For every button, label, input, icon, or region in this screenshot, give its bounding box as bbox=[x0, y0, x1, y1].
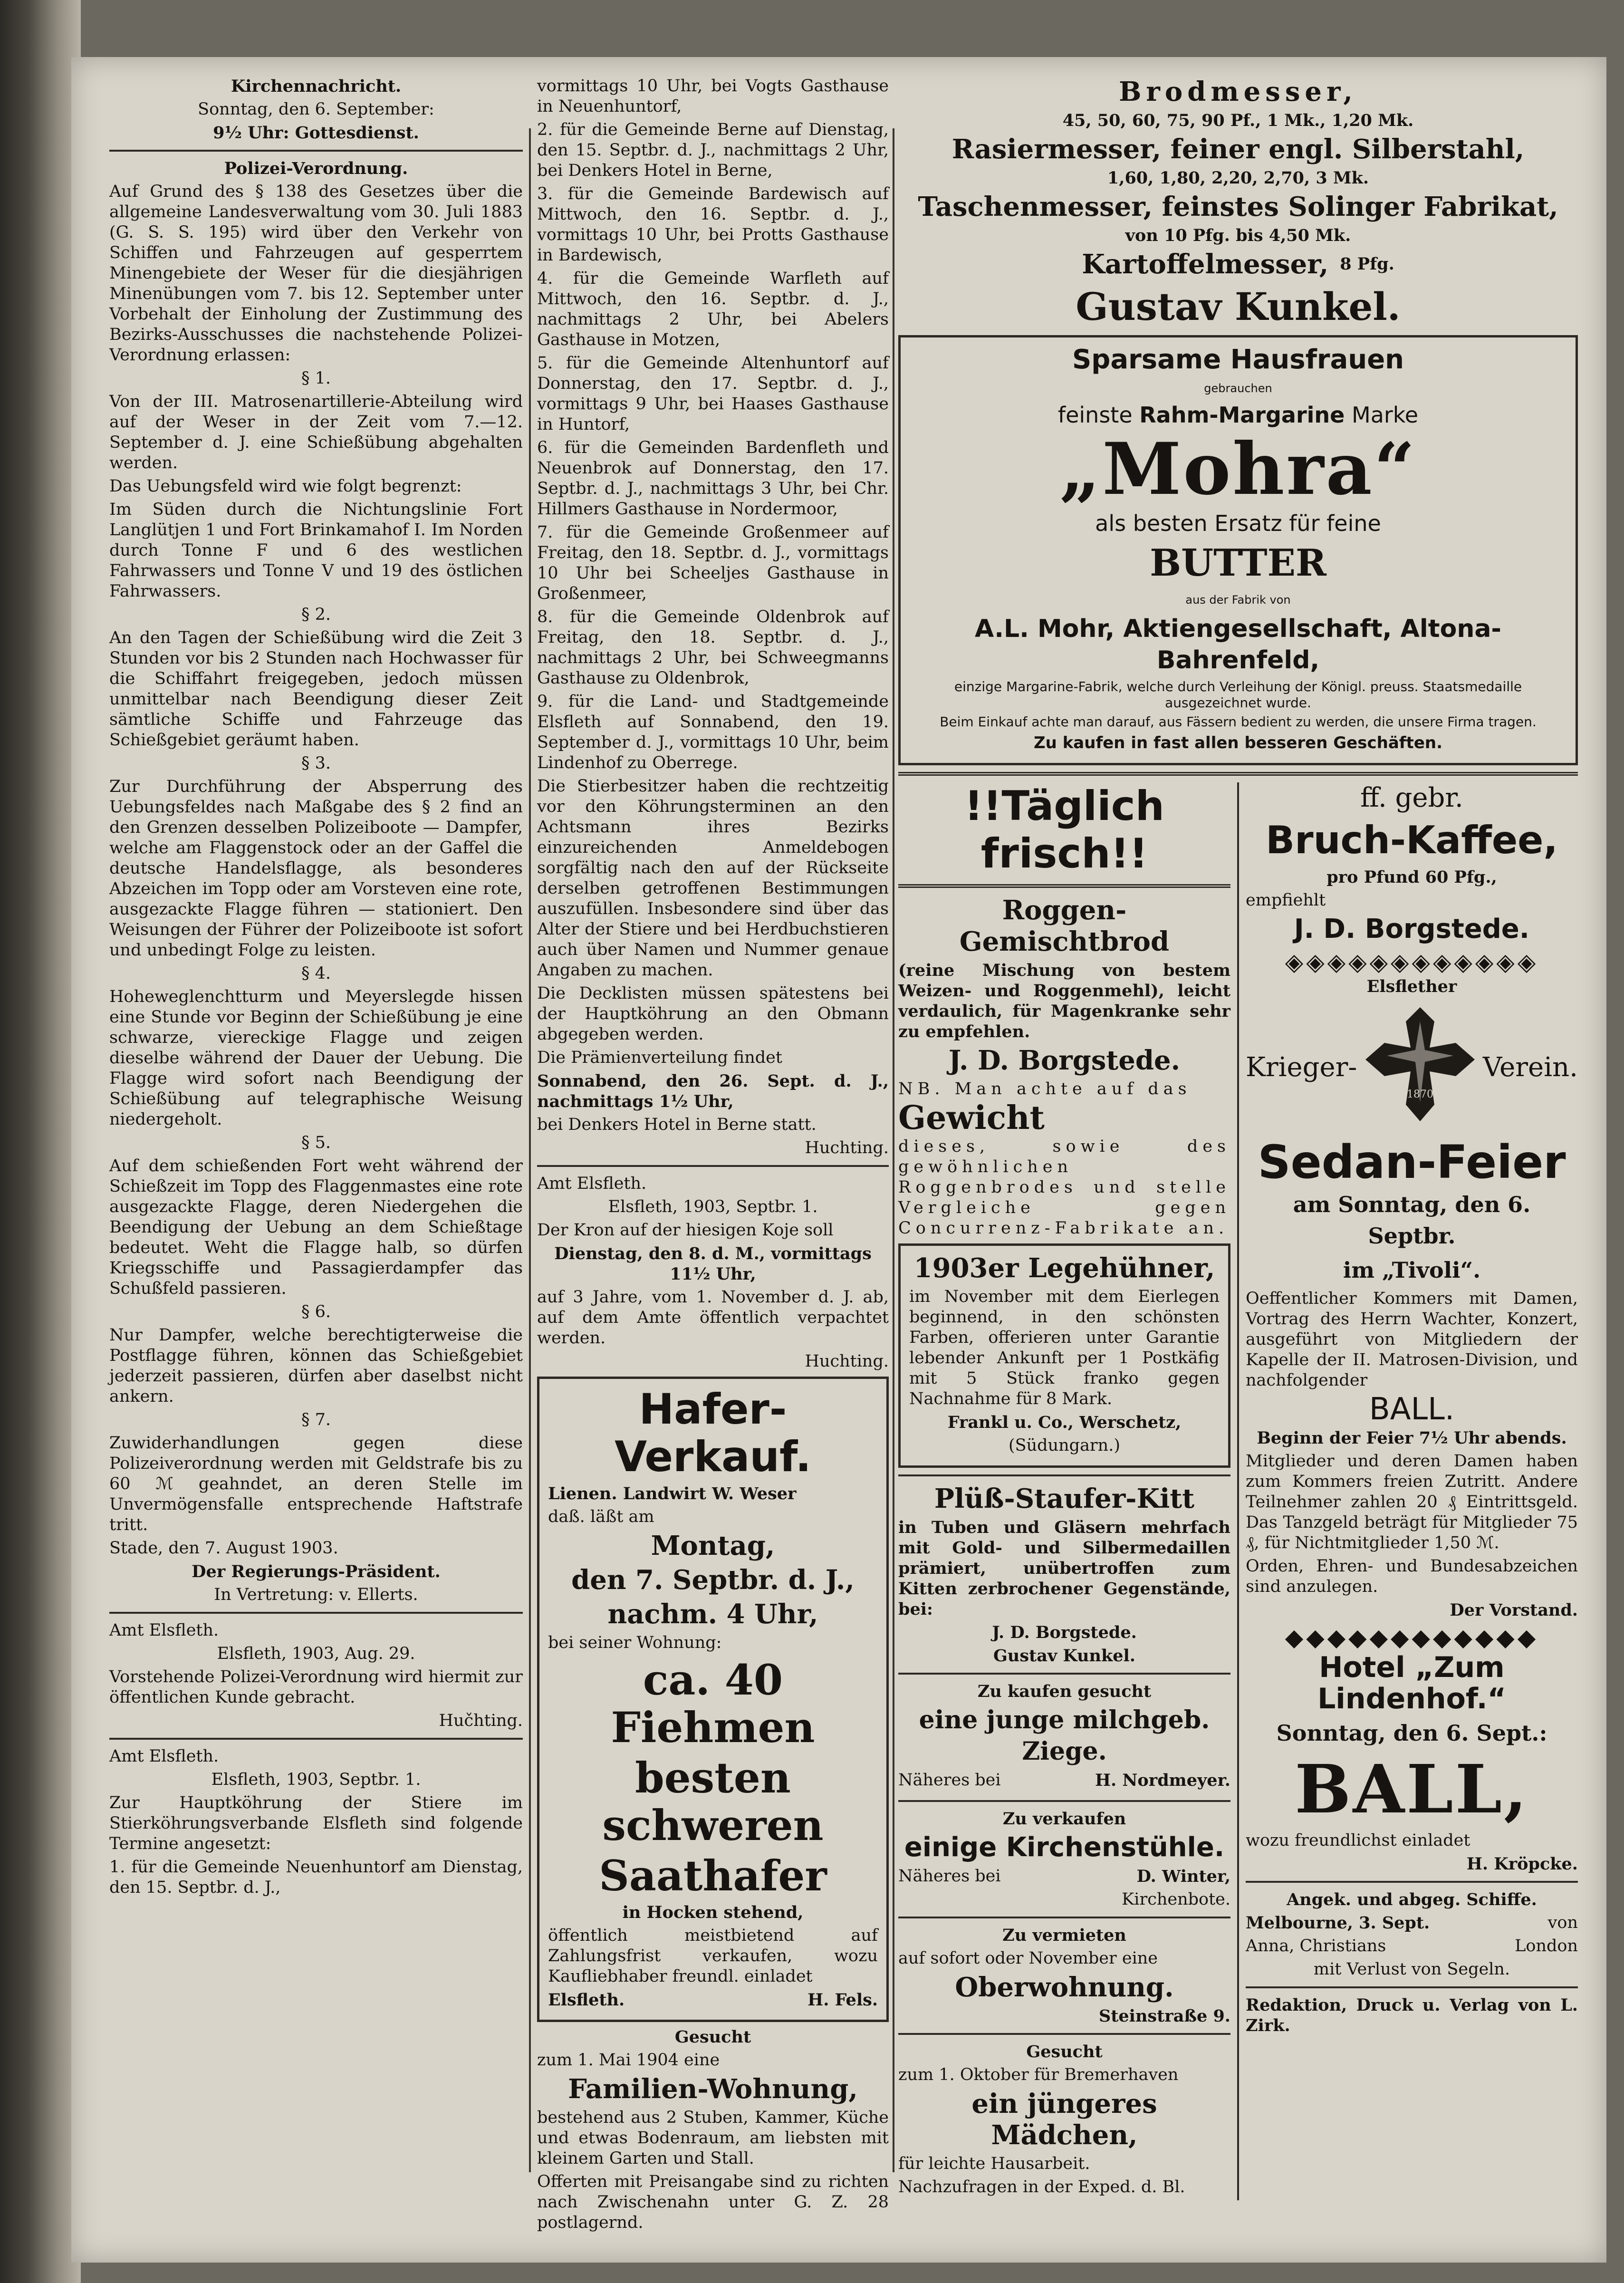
kaffee-name: Bruch-Kaffee, bbox=[1266, 818, 1558, 862]
krieger-emblem-row bbox=[1246, 1000, 1578, 1138]
hafer-amount: ca. 40 Fiehmen bbox=[611, 1655, 815, 1752]
amt-date-bold: Dienstag, den 8. d. M., vormittags 11½ Uhr, bbox=[554, 1244, 872, 1284]
huehner-place: (Südungarn.) bbox=[1009, 1436, 1120, 1455]
column-1 bbox=[109, 76, 523, 1901]
schiffe-text: mit Verlust von Segeln. bbox=[1313, 1960, 1510, 1979]
divider bbox=[898, 1673, 1230, 1675]
krieger-verein-ad bbox=[1246, 976, 1578, 1620]
krieger-text: Mitglieder und deren Damen haben zum Kommers freien Zutritt. Andere Teilnehmer zahlen 20 ₰ Eintrittsgeld. Das Tanzgeld beträgt für Mitglieder 75 ₰, für Nichtmitglieder 1,50 ℳ. bbox=[1246, 1452, 1578, 1552]
mohra-text: Beim Einkauf achte man darauf, aus Fässern bedient zu werden, die unsere Firma tragen. bbox=[940, 714, 1537, 730]
hafer-text: öffentlich meistbietend auf Zahlungsfrist verkaufen, wozu Kaufliebhaber freundl. einladet bbox=[548, 1926, 878, 1986]
lindenhof-signature: H. Kröpcke. bbox=[1466, 1854, 1578, 1874]
ordinance-text: Im Süden durch die Nichtungslinie Fort Langlütjen 1 und Fort Brinkamahof I. Im Norden durch Tonne F und 6 des westlichen Fahrwassers und Tonne V und 19 des östlichen Fahrwassers. bbox=[109, 500, 523, 601]
church-title: Kirchennachricht. bbox=[231, 77, 402, 96]
church-line: 9½ Uhr: Gottesdienst. bbox=[213, 123, 419, 143]
kunkel-line: Rasiermesser, feiner engl. Silberstahl, bbox=[951, 134, 1525, 165]
ordinance-signature: In Vertretung: v. Ellerts. bbox=[214, 1585, 418, 1604]
kirchenstuehle-signature: Kirchenbote. bbox=[1122, 1890, 1230, 1909]
amt-date: Elsfleth, 1903, Septbr. 1. bbox=[211, 1770, 421, 1789]
mohra-brand: „Mohra“ bbox=[1059, 427, 1417, 511]
termin-item: Die Stierbesitzer haben die rechtzeitig vor den Köhrungsterminen an den Achtsmann ihres Bezirks einzureichenden Anmeldebogen sorgfältig nach den auf der Rückseite derselben getroffenen Bestimmungen auszufüllen. Insbesondere sind über das Alter der Stiere und bei Herdbuchstieren auch über Namen und Nummer genaue Angaben zu machen. bbox=[537, 777, 889, 980]
ordinance-section: § 5. bbox=[301, 1133, 331, 1152]
wohnung-text: bestehend aus 2 Stuben, Kammer, Küche und etwas Bodenraum, am liebsten mit kleinem Garten und Stall. bbox=[537, 2108, 889, 2168]
hafer-seller: Lienen. Landwirt W. Weser bbox=[548, 1484, 797, 1503]
mohra-word: feinste bbox=[1057, 402, 1133, 428]
huehner-ad bbox=[898, 1243, 1230, 1468]
divider bbox=[898, 2033, 1230, 2035]
wohnung-ad bbox=[537, 2027, 889, 2233]
ordinance-text: An den Tagen der Schießübung wird die Zeit 3 Stunden vor bis 2 Stunden nach Hochwasser für die Schiffahrt freigegeben, jedoch müssen unmittelbar nach Beendigung dieser Zeit sämtliche Schiffe und Fahrzeuge das Schießgebiet geräumt haben. bbox=[109, 628, 523, 750]
amt-text: 1. für die Gemeinde Neuenhuntorf am Dienstag, den 15. Septbr. d. J., bbox=[109, 1858, 523, 1897]
amt-date: Elsfleth, 1903, Aug. 29. bbox=[217, 1644, 415, 1663]
impressum: Redaktion, Druck u. Verlag von L. Zirk. bbox=[1246, 1995, 1578, 2035]
kaffee-ad bbox=[1246, 782, 1578, 945]
amt-notice-3 bbox=[537, 1174, 889, 1372]
amt-text: Vorstehende Polizei-Verordnung wird hiermit zur öffentlichen Kunde gebracht. bbox=[109, 1667, 523, 1707]
krieger-text: Elsflether bbox=[1366, 977, 1457, 996]
kunkel-price: 8 Pfg. bbox=[1340, 254, 1394, 274]
divider bbox=[898, 772, 1578, 776]
praemie-text: bei Denkers Hotel in Berne statt. bbox=[537, 1115, 817, 1134]
kirchenstuehle-text: Näheres bei bbox=[898, 1867, 1001, 1886]
ordinance-section: § 4. bbox=[301, 964, 331, 983]
ordinance-text: Hoheweglenchtturm und Meyerslegde hissen eine Stunde vor Beginn der Schießübung je eine schwarze, viereckige Flagge und zeigen dieselbe während der Dauer der Uebung. Die Flagge wird sofort nach Beendigung der Schießübung auf telegraphische Weisung niedergeholt. bbox=[109, 987, 523, 1129]
krieger-date: am Sonntag, den 6. Septbr. bbox=[1293, 1192, 1531, 1249]
amt-text: Der Kron auf der hiesigen Koje soll bbox=[537, 1221, 834, 1240]
mohra-text: einzige Margarine-Fabrik, welche durch Verleihung der Königl. preuss. Staatsmedaille ausgezeichnet wurde. bbox=[954, 679, 1522, 711]
kunkel-price: 45, 50, 60, 75, 90 Pf., 1 Mk., 1,20 Mk. bbox=[1062, 111, 1414, 130]
church-line: Sonntag, den 6. September: bbox=[198, 100, 434, 119]
lindenhof-text: wozu freundlichst einladet bbox=[1246, 1831, 1470, 1850]
column-2 bbox=[537, 76, 889, 2236]
krieger-right: Verein. bbox=[1482, 1052, 1578, 1083]
kunkel-line: Kartoffelmesser, bbox=[1082, 249, 1329, 280]
kunkel-price: 1,60, 1,80, 2,20, 2,70, 3 Mk. bbox=[1107, 168, 1369, 188]
termin-item: Die Decklisten müssen spätestens bei der Hauptköhrung an den Obmann abgegeben werden. bbox=[537, 984, 889, 1044]
ziege-footer bbox=[898, 1770, 1230, 1793]
ordinance-text: Auf Grund des § 138 des Gesetzes über die allgemeine Landesverwaltung vom 30. Juli 1883 (G. S. S. 195) wird über den Verkehr von Schiffen und Fahrzeugen auf gesperrtem Minengebiete der Weser für die diesjährigen Minenübungen vom 7. bis 12. September unter Vorbehalt der Einholung der Zustimmung des Bezirks-Ausschusses die nachstehende Polizei-Verordnung erlassen: bbox=[109, 182, 523, 365]
amt-head: Amt Elsfleth. bbox=[109, 1621, 219, 1640]
ordinance-text: Auf dem schießenden Fort weht während der Schießzeit im Topp des Flaggenmastes eine rote ausgezackte Flagge, deren Niedergehen die Beendigung der Uebung an dem Schießtage bedeutet. Weht die Flagge halb, so dürfen Kriegsschiffe und Passagierdampfer das Schußfeld passieren. bbox=[109, 1156, 523, 1298]
kitt-seller: Gustav Kunkel. bbox=[993, 1646, 1135, 1666]
kitt-text: in Tuben und Gläsern mehrfach mit Gold- und Silbermedaillen prämiert, unübertroffen zum Kitten zerbrochener Gegenstände, bei: bbox=[898, 1518, 1230, 1619]
ordinance-text: Zuwiderhandlungen gegen diese Polizeiverordnung werden mit Geldstrafe bis zu 60 ℳ geahndet, an deren Stelle im Unvermögensfalle entsprechende Haftstrafe tritt. bbox=[109, 1434, 523, 1534]
termin-item: 4. für die Gemeinde Warfleth auf Mittwoch, den 16. Septbr. d. J., nachmittags 2 Uhr, bei Abelers Gasthause in Motzen, bbox=[537, 269, 889, 349]
hafer-ad bbox=[537, 1377, 889, 2022]
divider bbox=[109, 150, 523, 152]
krieger-ball: BALL. bbox=[1369, 1392, 1455, 1427]
oberwohnung-head: Zu vermieten bbox=[1002, 1926, 1126, 1945]
termin-item: 6. für die Gemeinden Bardenfleth und Neuenbrok auf Donnerstag, den 17. Septbr. d. J., nachmittags 3 Uhr, bei Chr. Hillmers Gasthause in Nordermoor, bbox=[537, 438, 889, 519]
column-3 bbox=[898, 76, 1578, 2200]
schiffe-row bbox=[1246, 1913, 1578, 1936]
kitt-title: Plüß-Staufer-Kitt bbox=[934, 1483, 1195, 1514]
wohnung-title: Familien-Wohnung, bbox=[568, 2073, 858, 2105]
praemie-signature: Huchting. bbox=[805, 1138, 889, 1157]
stier-termine bbox=[537, 76, 889, 1158]
termin-item: 8. für die Gemeinde Oldenbrok auf Freitag, den 18. Septbr. d. J., nachmittags 2 Uhr, bei Schweegmanns Gasthause zu Oldenbrok, bbox=[537, 607, 889, 688]
oberwohnung-ad bbox=[898, 1925, 1230, 2026]
iron-cross-year: 1870 bbox=[1406, 1089, 1433, 1100]
amt-text: Zur Hauptköhrung der Stiere im Stierköhrungsverbande Elsfleth sind folgende Termine angesetzt: bbox=[109, 1793, 523, 1853]
column-rule bbox=[1237, 782, 1239, 2200]
divider bbox=[537, 1165, 889, 1167]
kirchenstuehle-head: Zu verkaufen bbox=[1002, 1809, 1126, 1829]
church-notice bbox=[109, 76, 523, 143]
brot-title: !!Täglich frisch!! bbox=[964, 782, 1164, 877]
hafer-footer bbox=[548, 1990, 878, 2013]
ordinance-text: Von der III. Matrosenartillerie-Abteilung wird auf der Weser in der Zeit vom 7.—12. September d. J. eine Schießübung abgehalten werden. bbox=[109, 392, 523, 472]
praemie-date: Sonnabend, den 26. Sept. d. J., nachmittags 1½ Uhr, bbox=[537, 1071, 889, 1111]
kitt-ad bbox=[898, 1483, 1230, 1666]
maedchen-ad bbox=[898, 2042, 1230, 2197]
divider bbox=[109, 1612, 523, 1614]
brot-name: Roggen-Gemischtbrod bbox=[959, 895, 1170, 957]
mohra-text: Zu kaufen in fast allen besseren Geschäften. bbox=[1034, 733, 1442, 752]
oberwohnung-address: Steinstraße 9. bbox=[1098, 2006, 1230, 2026]
hafer-text: bei seiner Wohnung: bbox=[548, 1633, 722, 1652]
ornament-border: ◆◆◆◆◆◆◆◆◆◆◆◆ bbox=[1285, 1624, 1539, 1651]
brot-text: NB. Man achte auf das bbox=[898, 1079, 1192, 1098]
ads-subgrid bbox=[898, 782, 1578, 2200]
mohra-line bbox=[909, 402, 1567, 428]
wohnung-head: Gesucht bbox=[674, 2027, 751, 2047]
kitt-seller: J. D. Borgstede. bbox=[992, 1623, 1137, 1642]
brot-ad bbox=[898, 782, 1230, 1239]
lindenhof-ad bbox=[1246, 1652, 1578, 1874]
kaffee-price: pro Pfund 60 Pfg., bbox=[1326, 867, 1497, 887]
kaffee-text: empfiehlt bbox=[1246, 891, 1326, 910]
hafer-text: daß. läßt am bbox=[548, 1507, 654, 1526]
ziege-signature: H. Nordmeyer. bbox=[1095, 1771, 1230, 1790]
kaffee-firm: J. D. Borgstede. bbox=[1294, 914, 1530, 944]
amt-head: Amt Elsfleth. bbox=[537, 1174, 647, 1193]
schiffe-text: Melbourne, 3. Sept. bbox=[1246, 1913, 1430, 1933]
ordinance-section: § 3. bbox=[301, 754, 331, 773]
mohra-text: gebrauchen bbox=[1204, 382, 1272, 395]
police-ordinance bbox=[109, 158, 523, 1605]
schiffe-text: London bbox=[1515, 1936, 1578, 1955]
ziege-title: eine junge milchgeb. Ziege. bbox=[919, 1705, 1210, 1766]
termin-item: 7. für die Gemeinde Großenmeer auf Freitag, den 18. Septbr. d. J., vormittags 10 Uhr bei Scheeljes Gasthause in Großenmeer, bbox=[537, 523, 889, 603]
huehner-title: 1903er Legehühner, bbox=[913, 1252, 1215, 1284]
krieger-text: Beginn der Feier 7½ Uhr abends. bbox=[1257, 1428, 1567, 1448]
krieger-text: Orden, Ehren- und Bundesabzeichen sind anzulegen. bbox=[1246, 1557, 1578, 1596]
column-rule bbox=[529, 128, 531, 2172]
lindenhof-date: Sonntag, den 6. Sept.: bbox=[1276, 1720, 1547, 1746]
termin-item: 3. für die Gemeinde Bardewisch auf Mittwoch, den 16. Septbr. d. J., vormittags 10 Uhr, bei Protts Gasthause in Bardewisch, bbox=[537, 184, 889, 265]
termin-item: 9. für die Land- und Stadtgemeinde Elsfleth auf Sonnabend, den 19. September d. J., vormittags 10 Uhr, beim Lindenhof zu Oberrege. bbox=[537, 692, 889, 772]
ziege-ad bbox=[898, 1681, 1230, 1793]
amt-signature: Huchting. bbox=[805, 1352, 889, 1371]
mohra-word: Marke bbox=[1352, 402, 1419, 428]
huehner-text: im November mit dem Eierlegen beginnend, in den schönsten Farben, offerieren unter Garantie lebender Ankunft per 1 Postkäfig mit 5 Stück franko gegen Nachnahme für 8 Mark. bbox=[909, 1287, 1220, 1408]
kirchenstuehle-signature: D. Winter, bbox=[1136, 1867, 1230, 1886]
praemie-text: Die Prämienverteilung findet bbox=[537, 1048, 782, 1067]
amt-text: auf 3 Jahre, vom 1. November d. J. ab, auf dem Amte öffentlich verpachtet werden. bbox=[537, 1288, 889, 1348]
ordinance-section: § 1. bbox=[301, 369, 331, 388]
mohra-text: aus der Fabrik von bbox=[1185, 593, 1291, 607]
column-rule bbox=[893, 128, 894, 2172]
mohra-firm: A.L. Mohr, Aktiengesellschaft, Altona-Bahrenfeld, bbox=[974, 615, 1502, 674]
kirchenstuehle-ad bbox=[898, 1809, 1230, 1910]
kaffee-text: ff. gebr. bbox=[1360, 782, 1463, 813]
ordinance-text: Das Uebungsfeld wird wie folgt begrenzt: bbox=[109, 477, 462, 496]
huehner-firm: Frankl u. Co., Werschetz, bbox=[947, 1413, 1182, 1432]
ordinance-date: Stade, den 7. August 1903. bbox=[109, 1539, 338, 1558]
ordinance-section: § 2. bbox=[301, 605, 331, 624]
brot-text: dieses, sowie des gewöhnlichen Roggenbrodes und stelle Vergleiche gegen Concurrenz-Fabrikate an. bbox=[898, 1137, 1230, 1238]
hafer-quality: besten schweren bbox=[602, 1753, 824, 1850]
divider bbox=[1246, 1986, 1578, 1988]
lindenhof-title: Hotel „Zum Lindenhof.“ bbox=[1317, 1651, 1506, 1715]
kirchenstuehle-title: einige Kirchenstühle. bbox=[904, 1832, 1225, 1863]
maedchen-text: zum 1. Oktober für Bremerhaven bbox=[898, 2065, 1179, 2084]
kirchenstuehle-footer bbox=[898, 1866, 1230, 1889]
lindenhof-ball: BALL, bbox=[1295, 1751, 1529, 1829]
krieger-place: im „Tivoli“. bbox=[1343, 1257, 1481, 1283]
ziege-head: Zu kaufen gesucht bbox=[977, 1682, 1152, 1701]
kunkel-name: Gustav Kunkel. bbox=[1076, 284, 1401, 329]
subcol-left bbox=[898, 782, 1230, 2200]
wohnung-text: zum 1. Mai 1904 eine bbox=[537, 2051, 720, 2070]
divider bbox=[109, 1738, 523, 1740]
wohnung-text: Offerten mit Preisangabe sind zu richten nach Zwischenahn unter G. Z. 28 postlagernd. bbox=[537, 2172, 889, 2232]
divider bbox=[1246, 1881, 1578, 1883]
brot-weight: Gewicht bbox=[898, 1099, 1045, 1137]
maedchen-title: ein jüngeres Mädchen, bbox=[971, 2088, 1157, 2151]
brot-text: (reine Mischung von bestem Weizen- und Roggenmehl), leicht verdaulich, für Magenkranke sehr zu empfehlen. bbox=[898, 961, 1230, 1041]
oberwohnung-text: auf sofort oder November eine bbox=[898, 1949, 1158, 1968]
krieger-signature: Der Vorstand. bbox=[1450, 1600, 1578, 1620]
mohra-product: Rahm-Margarine bbox=[1139, 402, 1345, 428]
termin-item: vormittags 10 Uhr, bei Vogts Gasthause in Neuenhuntorf, bbox=[537, 77, 889, 116]
maedchen-text: für leichte Hausarbeit. bbox=[898, 2154, 1090, 2173]
kunkel-line: Brodmesser, bbox=[1119, 76, 1357, 107]
amt-head: Amt Elsfleth. bbox=[109, 1747, 219, 1766]
divider bbox=[898, 1474, 1230, 1476]
divider bbox=[898, 884, 1230, 888]
schiffe-text: Anna, Christians bbox=[1246, 1936, 1386, 1955]
mohra-headline: Sparsame Hausfrauen bbox=[1072, 344, 1404, 375]
termin-item: 2. für die Gemeinde Berne auf Dienstag, den 15. Septbr. d. J., nachmittags 2 Uhr, bei Denkers Hotel in Berne, bbox=[537, 120, 889, 180]
ordinance-signature: Der Regierungs-Präsident. bbox=[192, 1562, 441, 1581]
schiffe-text: von bbox=[1547, 1913, 1578, 1932]
divider bbox=[898, 1800, 1230, 1802]
schiffe-title: Angek. und abgeg. Schiffe. bbox=[1287, 1890, 1537, 1909]
schiffe-row bbox=[1246, 1936, 1578, 1959]
krieger-text: Oeffentlicher Kommers mit Damen, Vortrag des Herrn Wachter, Konzert, ausgeführt von Mitgliedern der Kapelle der II. Matrosen-Division, und nachfolgender bbox=[1246, 1289, 1578, 1390]
ordinance-text: Zur Durchführung der Absperrung des Uebungsfeldes nach Maßgabe des § 2 find an den Grenzen desselben Polizeiboote — Dampfer, welche am Flaggenstock oder an der Gaffel die deutsche Handelsflagge, als besonderes Abzeichen im Topp oder am Vorsteven eine rote, ausgezackte Flagge führen — stationiert. Den Weisungen der Führer der Polizeiboote ist sofort und unbedingt Folge zu leisten. bbox=[109, 777, 523, 960]
brot-firm: J. D. Borgstede. bbox=[948, 1045, 1181, 1076]
hafer-quality: Saathafer bbox=[599, 1851, 827, 1900]
kunkel-price: von 10 Pfg. bis 4,50 Mk. bbox=[1125, 226, 1351, 245]
mohra-ad bbox=[898, 335, 1578, 765]
ordinance-title: Polizei-Verordnung. bbox=[224, 159, 408, 178]
hafer-time: nachm. 4 Uhr, bbox=[607, 1599, 818, 1630]
termin-item: 5. für die Gemeinde Altenhuntorf auf Donnerstag, den 17. Septbr. d. J., vormittags 9 Uhr, bei Haases Gasthause in Huntorf, bbox=[537, 354, 889, 434]
ziege-text: Näheres bei bbox=[898, 1771, 1001, 1790]
ordinance-text: Nur Dampfer, welche berechtigterweise die Postflagge führen, können das Schießgebiet jederzeit passieren, dürfen aber daselbst nicht ankern. bbox=[109, 1326, 523, 1406]
hafer-title: Hafer-Verkauf. bbox=[615, 1385, 811, 1481]
ornament-border: ◈◈◈◈◈◈◈◈◈◈◈◈ bbox=[1285, 948, 1539, 976]
krieger-title: Sedan-Feier bbox=[1258, 1136, 1566, 1189]
ordinance-section: § 6. bbox=[301, 1302, 331, 1321]
book-binding bbox=[0, 0, 81, 2283]
schiffe-notice bbox=[1246, 1889, 1578, 1980]
hafer-signature: H. Fels. bbox=[807, 1990, 878, 2010]
divider bbox=[898, 1917, 1230, 1918]
amt-notice-2 bbox=[109, 1746, 523, 1898]
ordinance-section: § 7. bbox=[301, 1410, 331, 1429]
mohra-line: als besten Ersatz für feine bbox=[1095, 511, 1381, 536]
maedchen-head: Gesucht bbox=[1026, 2042, 1103, 2061]
krieger-left: Krieger- bbox=[1246, 1052, 1357, 1083]
kunkel-line: Taschenmesser, feinstes Solinger Fabrikat, bbox=[918, 191, 1558, 222]
amt-signature: Hučhting. bbox=[439, 1711, 523, 1730]
amt-date: Elsfleth, 1903, Septbr. 1. bbox=[608, 1197, 818, 1216]
kunkel-ad bbox=[898, 76, 1578, 330]
amt-notice-1 bbox=[109, 1620, 523, 1731]
subcol-right bbox=[1246, 782, 1578, 2200]
oberwohnung-title: Oberwohnung. bbox=[955, 1972, 1174, 2003]
hafer-date: den 7. Septbr. d. J., bbox=[571, 1564, 855, 1596]
iron-cross-icon bbox=[1358, 1002, 1482, 1136]
kunkel-row bbox=[898, 249, 1578, 283]
mohra-butter: BUTTER bbox=[1150, 541, 1326, 585]
hafer-place: Elsfleth. bbox=[548, 1990, 625, 2010]
hafer-text: in Hocken stehend, bbox=[622, 1903, 804, 1922]
hafer-day: Montag, bbox=[651, 1530, 775, 1561]
maedchen-text: Nachzufragen in der Exped. d. Bl. bbox=[898, 2177, 1185, 2196]
